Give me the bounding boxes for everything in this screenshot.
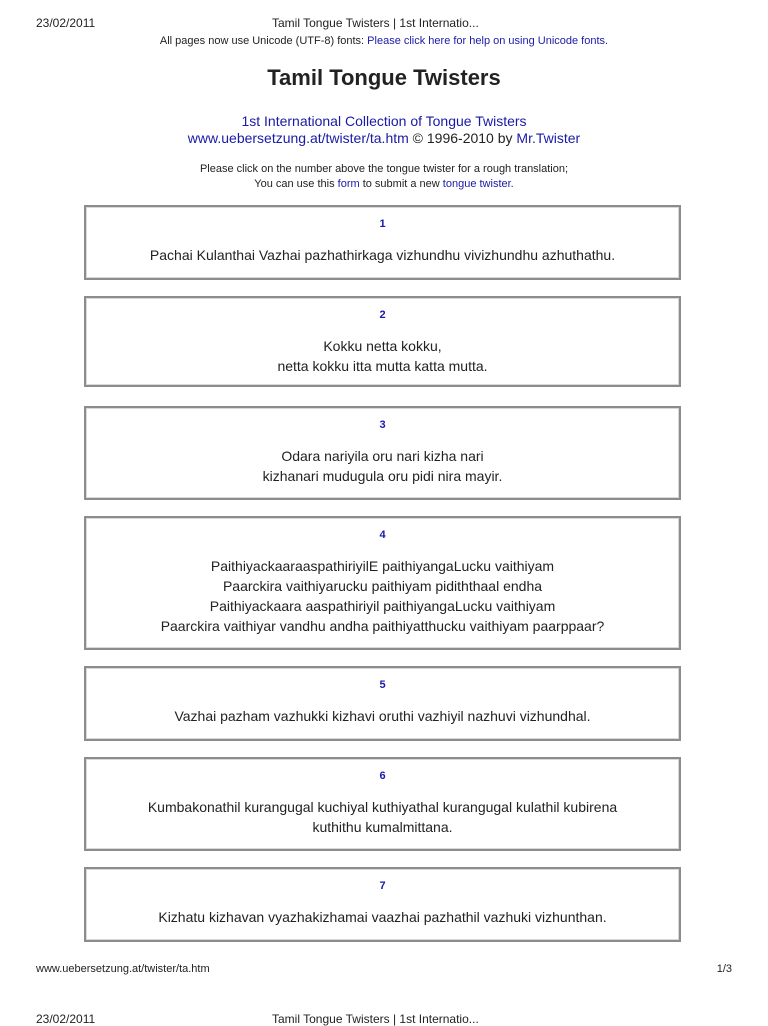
twister-line: Kokku netta kokku, bbox=[323, 338, 442, 354]
instructions-text: You can use this bbox=[254, 178, 338, 190]
twister-line: kizhanari mudugula oru pidi nira mayir. bbox=[262, 468, 503, 484]
twister-number-link[interactable]: 6 bbox=[379, 770, 386, 782]
twister-text bbox=[86, 336, 679, 376]
twister-text bbox=[86, 907, 679, 927]
twister-box-4 bbox=[84, 516, 681, 650]
copyright-text: © 1996-2010 by bbox=[408, 130, 517, 146]
twister-line: netta kokku itta mutta katta mutta. bbox=[277, 358, 488, 374]
twister-line: Kizhatu kizhavan vyazhakizhamai vaazhai pazhathil vazhuki vizhunthan. bbox=[158, 909, 607, 925]
twister-number-link[interactable]: 4 bbox=[379, 529, 386, 541]
twister-box-5 bbox=[84, 666, 681, 741]
twister-text bbox=[86, 556, 679, 636]
twister-line: PaithiyackaaraaspathiriyilE paithiyangaLucku vaithiyam bbox=[210, 558, 555, 574]
print-date: 23/02/2011 bbox=[36, 16, 96, 30]
print-header bbox=[0, 16, 768, 30]
instructions-line-1: Please click on the number above the tongue twister for a rough translation; bbox=[199, 163, 569, 175]
print-title: Tamil Tongue Twisters | 1st Internatio... bbox=[272, 1012, 479, 1026]
twister-line: kuthithu kumalmittana. bbox=[312, 819, 453, 835]
twister-line: Paarckira vaithiyarucku paithiyam pidiththaal endha bbox=[222, 578, 543, 594]
twister-number-link[interactable]: 2 bbox=[379, 309, 386, 321]
collection-info bbox=[0, 113, 768, 147]
unicode-note bbox=[0, 35, 768, 47]
collection-link[interactable]: 1st International Collection of Tongue Twisters bbox=[241, 113, 527, 129]
twister-line: Vazhai pazham vazhukki kizhavi oruthi vazhiyil nazhuvi vizhundhal. bbox=[174, 708, 591, 724]
instructions-text: . bbox=[510, 178, 514, 190]
twister-text bbox=[86, 706, 679, 726]
unicode-note-text: All pages now use Unicode (UTF-8) fonts: bbox=[159, 35, 368, 47]
twister-number-link[interactable]: 7 bbox=[379, 880, 386, 892]
tongue-twister-link[interactable]: tongue twister bbox=[442, 178, 511, 190]
print-date: 23/02/2011 bbox=[36, 1012, 96, 1026]
twister-box-3 bbox=[84, 406, 681, 500]
twister-number-link[interactable]: 3 bbox=[379, 419, 386, 431]
instructions-text: to submit a new bbox=[359, 178, 443, 190]
print-title: Tamil Tongue Twisters | 1st Internatio... bbox=[272, 16, 479, 30]
twister-number-link[interactable]: 1 bbox=[379, 218, 386, 230]
twister-text bbox=[86, 797, 679, 837]
twister-box-2 bbox=[84, 296, 681, 387]
twister-line: Paarckira vaithiyar vandhu andha paithiyatthucku vaithiyam paarppaar? bbox=[160, 618, 605, 634]
twister-box-7 bbox=[84, 867, 681, 942]
author-link[interactable]: Mr.Twister bbox=[516, 130, 581, 146]
collection-url-link[interactable]: www.uebersetzung.at/twister/ta.htm bbox=[187, 130, 409, 146]
twister-box-1 bbox=[84, 205, 681, 280]
unicode-help-link[interactable]: Please click here for help on using Unicode fonts. bbox=[367, 35, 609, 47]
twister-text bbox=[86, 446, 679, 486]
footer-url: www.uebersetzung.at/twister/ta.htm bbox=[36, 963, 210, 975]
twister-line: Pachai Kulanthai Vazhai pazhathirkaga vizhundhu vivizhundhu azhuthathu. bbox=[149, 247, 616, 263]
instructions-line-2 bbox=[0, 177, 768, 192]
page-number: 1/3 bbox=[716, 963, 732, 975]
twister-number-link[interactable]: 5 bbox=[379, 679, 386, 691]
form-link[interactable]: form bbox=[337, 178, 360, 190]
twister-box-6 bbox=[84, 757, 681, 851]
twister-text bbox=[86, 245, 679, 265]
instructions bbox=[0, 162, 768, 192]
page-title: Tamil Tongue Twisters bbox=[267, 65, 501, 90]
twister-line: Odara nariyila oru nari kizha nari bbox=[281, 448, 484, 464]
twister-line: Kumbakonathil kurangugal kuchiyal kuthiyathal kurangugal kulathil kubirena bbox=[147, 799, 618, 815]
twister-line: Paithiyackaara aaspathiriyil paithiyangaLucku vaithiyam bbox=[209, 598, 556, 614]
